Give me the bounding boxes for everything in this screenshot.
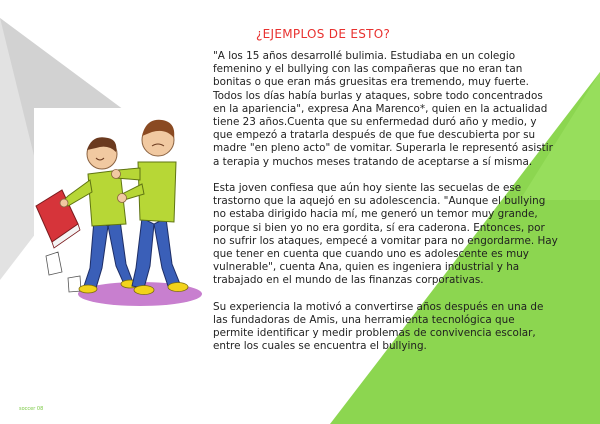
paper-sheet <box>46 252 62 275</box>
page-footer: soccer 08 <box>19 406 44 412</box>
page-title: ¿EJEMPLOS DE ESTO? <box>256 27 391 41</box>
article-body <box>213 50 558 367</box>
paragraph-3: Su experiencia la motivó a convertirse años después en una de las fundadoras de Amis, una herramienta tecnológica que permite identificar y medir problemas de convivencia escolar, entre los cuales se encuentra el bullying. <box>213 300 544 353</box>
paragraph-2: Esta joven confiesa que aún hoy siente las secuelas de ese trastorno que la aquejó en su adolescencia. "Aunque el bullying no estaba dirigido hacia mí, me generó un temor muy grande, porque si bien yo no era gordita, sí era caderona. Entonces, por no sufrir los ataques, empecé a vomitar para no engordarme. Hay que tener en cuenta que cuando uno es adolescente es muy vulnerable", cuenta Ana, quien es ingeniera industrial y ha trabajado en el mundo de las finanzas corporativas. <box>213 182 558 287</box>
paragraph-1: "A los 15 años desarrollé bulimia. Estudiaba en un colegio femenino y el bullying con las compañeras que no eran tan bonitas o que eran más gruesitas era tremendo, muy fuerte. Todos los días había burlas y ataques, sobre todo concentrados en la apariencia", expresa Ana Marenco*, quien en la actualidad tiene 23 años.Cuenta que su enfermedad duró año y medio, y que empezó a tratarla después de que fue descubierta por su madre "en pleno acto" de vomitar. Superarla le representó asistir a terapia y muchos meses tratando de aceptarse a sí misma. <box>213 50 553 168</box>
bullying-scene-illustration <box>32 108 202 310</box>
